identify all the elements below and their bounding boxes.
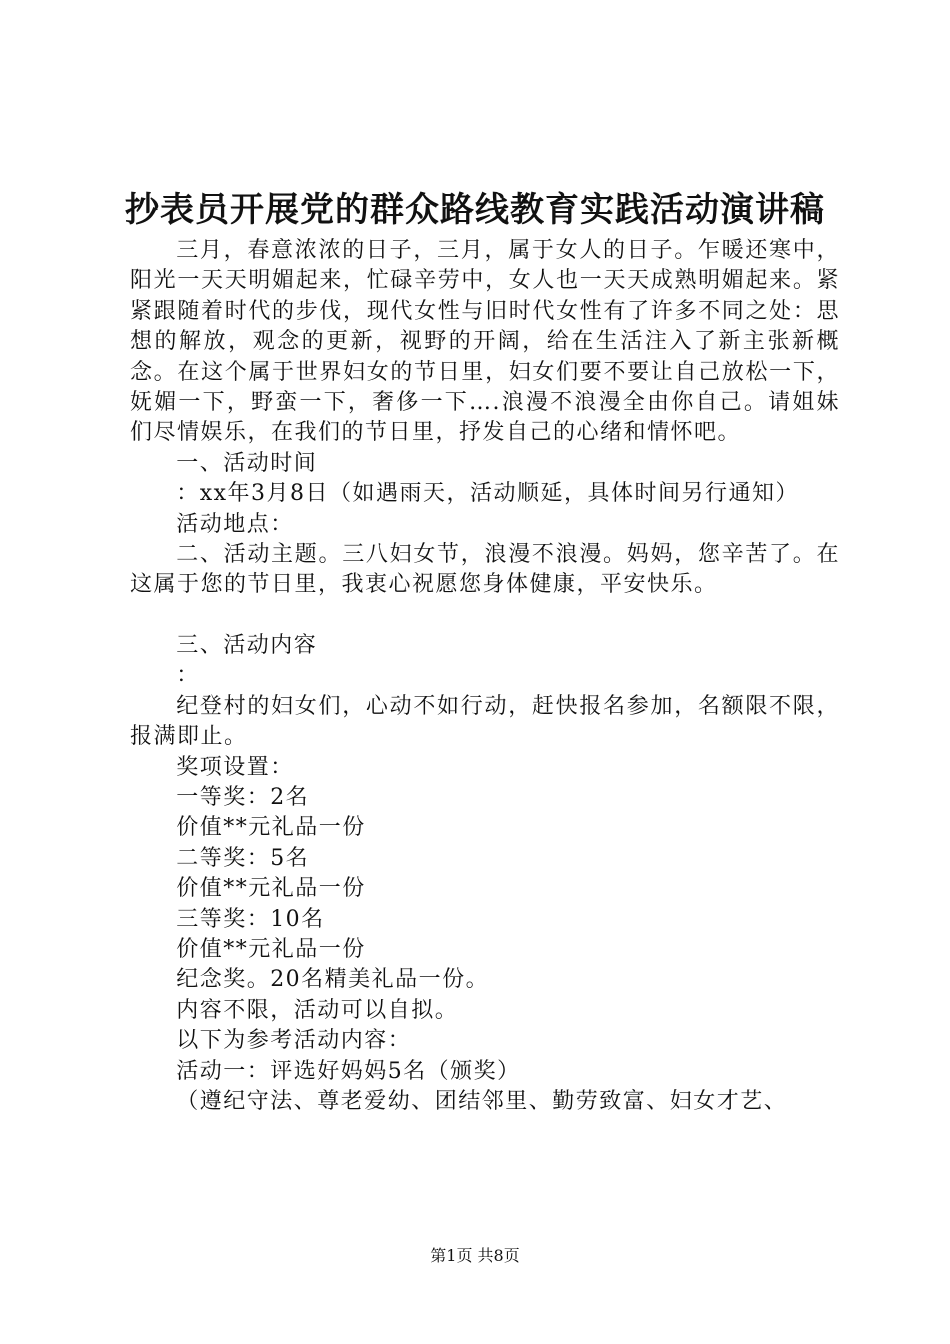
paragraph: 活动一：评选好妈妈5名（颁奖） bbox=[176, 1058, 521, 1084]
paragraph: ： bbox=[176, 663, 200, 689]
paragraph: 三月，春意浓浓的日子，三月，属于女人的日子。乍暖还寒中，阳光一天天明媚起来，忙碌辛劳中，女人也一天天成熟明媚起来。紧紧跟随着时代的步伐，现代女性与旧时代女性有了许多不同之处：思想的解放，观念的更新，视野的开阔，给在生活注入了新主张新概念。在这个属于世界妇女的节日里，妇女们要不要让自己放松一下，妩媚一下，野蛮一下，奢侈一下….浪漫不浪漫全由你自己。请姐妹们尽情娱乐，在我们的节日里，抒发自己的心绪和情怀吧。 bbox=[130, 238, 840, 446]
paragraph: 活动地点： bbox=[176, 511, 294, 537]
paragraph: 纪登村的妇女们，心动不如行动，赶快报名参加，名额限不限，报满即止。 bbox=[130, 693, 840, 750]
paragraph: 纪念奖。20名精美礼品一份。 bbox=[176, 967, 490, 993]
paragraph: 三、活动内容 bbox=[176, 632, 318, 658]
paragraph: 一、活动时间 bbox=[176, 450, 318, 476]
paragraph: 二、活动主题。三八妇女节，浪漫不浪漫。妈妈，您辛苦了。在这属于您的节日里，我衷心祝愿您身体健康，平安快乐。 bbox=[130, 542, 840, 598]
paragraph: ：xx年3月8日（如遇雨天，活动顺延，具体时间另行通知） bbox=[176, 481, 799, 507]
paragraph: 奖项设置： bbox=[176, 754, 294, 780]
paragraph: 以下为参考活动内容： bbox=[176, 1028, 412, 1054]
paragraph: 二等奖：5名 bbox=[176, 845, 310, 871]
paragraph: 内容不限，活动可以自拟。 bbox=[176, 997, 459, 1023]
paragraph: 价值**元礼品一份 bbox=[176, 815, 366, 841]
page-title: 抄表员开展党的群众路线教育实践活动演讲稿 bbox=[125, 190, 825, 230]
document-body bbox=[130, 236, 840, 1117]
paragraph: 价值**元礼品一份 bbox=[176, 936, 366, 962]
page-footer: 第1页 共8页 bbox=[430, 1246, 520, 1265]
paragraph: 三等奖：10名 bbox=[176, 906, 325, 932]
paragraph: 价值**元礼品一份 bbox=[176, 876, 366, 902]
paragraph: （遵纪守法、尊老爱幼、团结邻里、勤劳致富、妇女才艺、 bbox=[176, 1088, 788, 1114]
paragraph: 一等奖：2名 bbox=[176, 784, 310, 810]
